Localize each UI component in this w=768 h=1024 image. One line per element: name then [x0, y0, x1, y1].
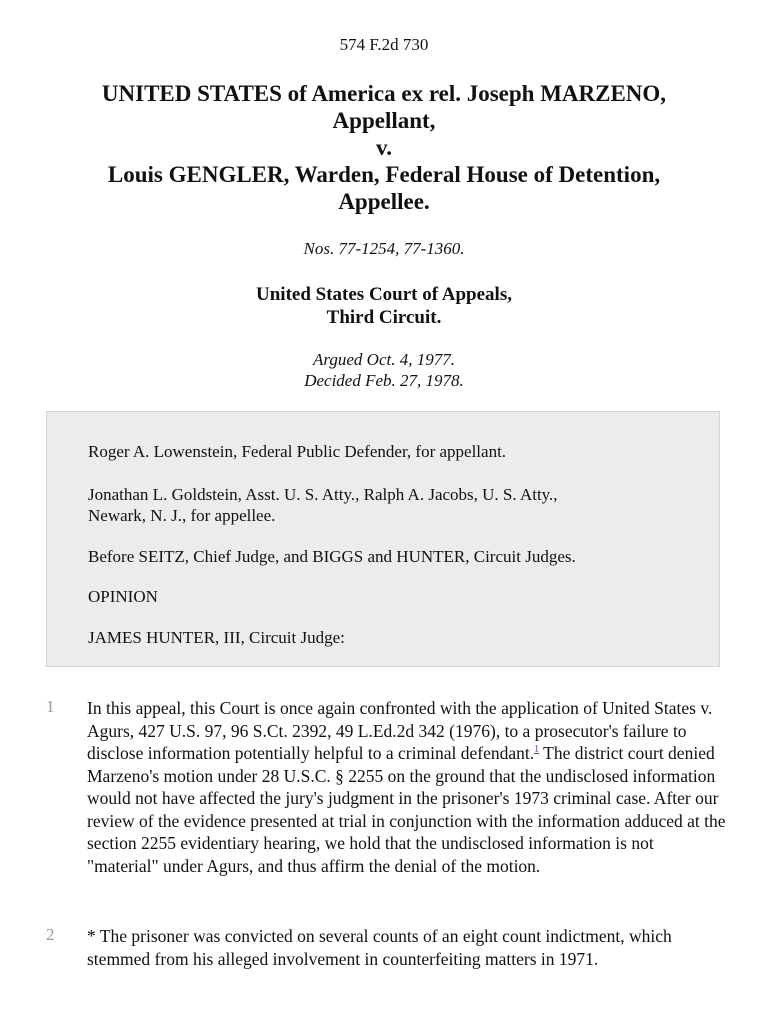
paragraph-text: * The prisoner was convicted on several counts of an eight count indictment, which stemmed from his alleged involvement in counterfeiting matters in 1971.: [87, 926, 672, 969]
docket-numbers: Nos. 77-1254, 77-1360.: [303, 239, 465, 258]
footnote-link[interactable]: 1: [534, 744, 540, 756]
case-citation: 574 F.2d 730: [339, 35, 429, 54]
bench-panel: Before SEITZ, Chief Judge, and BIGGS and HUNTER, Circuit Judges.: [88, 547, 576, 566]
case-title: [40, 80, 728, 215]
court-line: United States Court of Appeals,: [256, 284, 512, 305]
argued-date: Argued Oct. 4, 1977.: [313, 350, 455, 369]
title-line: Louis GENGLER, Warden, Federal House of Detention,: [107, 162, 661, 187]
case-dates: [0, 349, 768, 391]
paragraph-text: [87, 697, 727, 877]
paragraph-number: 1: [46, 697, 55, 716]
appellee-counsel-line: Jonathan L. Goldstein, Asst. U. S. Atty., Ralph A. Jacobs, U. S. Atty.,: [88, 485, 558, 504]
decided-date: Decided Feb. 27, 1978.: [304, 371, 464, 390]
title-line: UNITED STATES of America ex rel. Joseph MARZENO,: [101, 81, 667, 106]
court-name: [0, 283, 768, 329]
title-line: v.: [376, 135, 392, 160]
court-line: Third Circuit.: [326, 307, 442, 328]
appellee-counsel-line: Newark, N. J., for appellee.: [88, 506, 276, 525]
opinion-author: JAMES HUNTER, III, Circuit Judge:: [88, 628, 345, 647]
paragraph-text-part: In this appeal, this Court is once again confronted with the application of United States v. Agurs, 427 U.S. 97, 96 S.Ct. 2392, 49 L.Ed.2d 342 (1976), to a prosecutor's failure to disclose information potentially helpful to a criminal defendant.: [87, 698, 713, 763]
counsel-panel: [46, 411, 720, 667]
appellee-counsel: [88, 484, 699, 526]
title-line: Appellee.: [338, 189, 430, 214]
paragraph-text-part: The district court denied Marzeno's motion under 28 U.S.C. § 2255 on the ground that the undisclosed information would not have affected the jury's judgment in the prisoner's 1973 criminal case. After our review of the evidence presented at trial in conjunction with the information adduced at the section 2255 evidentiary hearing, we hold that the undisclosed information is not "material" under Agurs, and thus affirm the denial of the motion.: [87, 743, 726, 876]
opinion-label: OPINION: [88, 587, 158, 606]
paragraph-number: 2: [46, 925, 55, 944]
appellant-counsel: Roger A. Lowenstein, Federal Public Defender, for appellant.: [88, 442, 507, 461]
title-line: Appellant,: [332, 108, 436, 133]
